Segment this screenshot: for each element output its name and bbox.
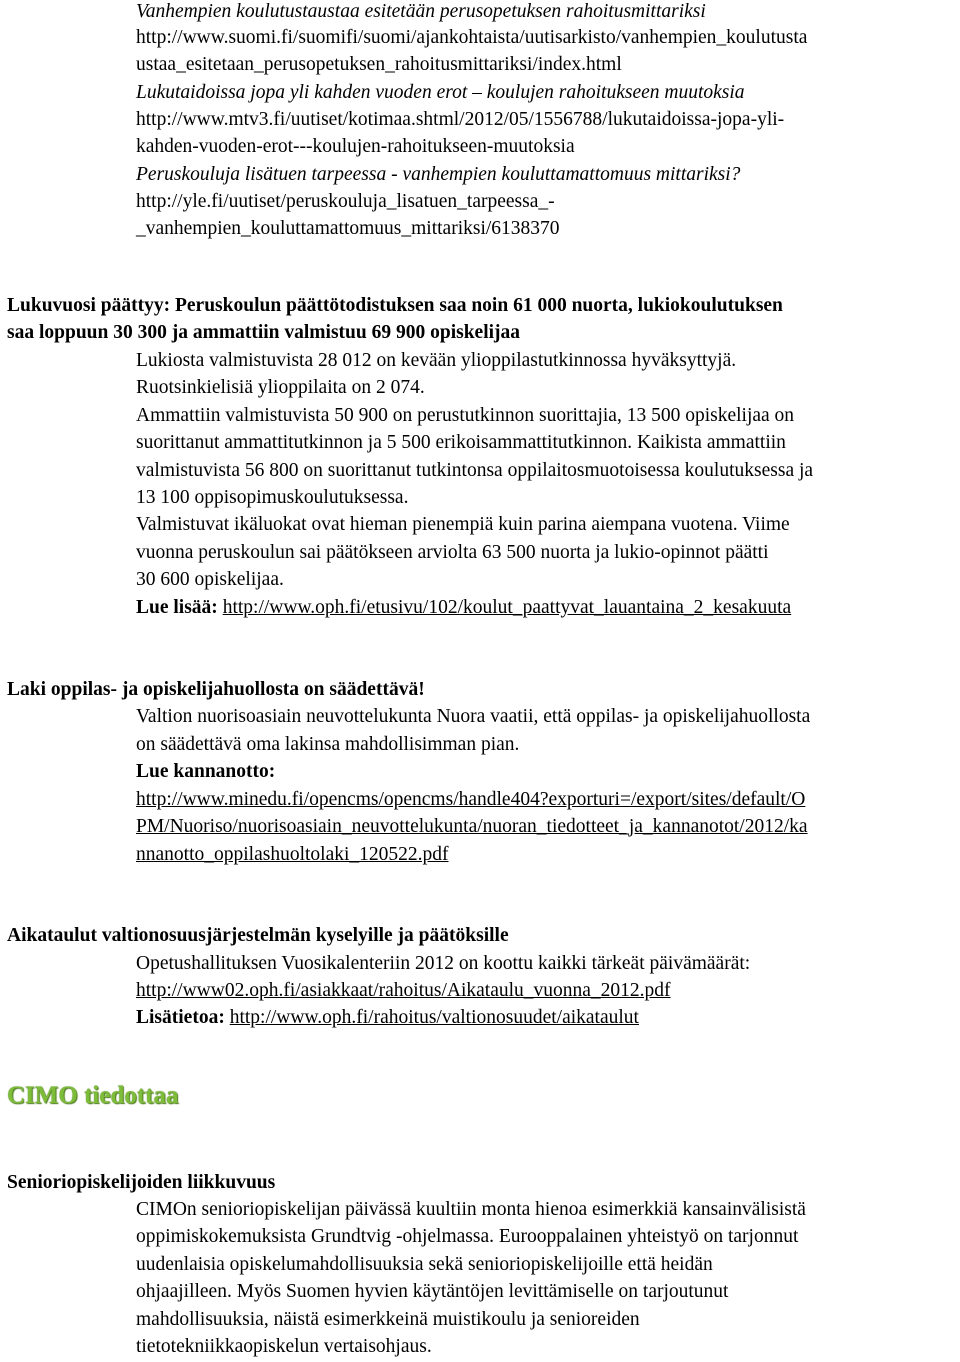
read-more-row [136,594,791,621]
section-heading-school-year-cont: saa loppuun 30 300 ja ammattiin valmistuu 69 900 opiskelijaa [7,322,521,343]
article-link-1a[interactable]: http://www.suomi.fi/suomifi/suomi/ajankohtaista/uutisarkisto/vanhempien_koulutusta [136,27,808,48]
read-more-label: Lue lisää: [136,597,218,618]
more-info-link[interactable]: http://www.oph.fi/rahoitus/valtionosuudet/aikataulut [229,1007,639,1028]
statement-link-3[interactable]: nnanotto_oppilashuoltolaki_120522.pdf [136,844,449,865]
paragraph-line: vuonna peruskoulun sai päätökseen arviolta 63 500 nuorta ja lukio-opinnot päätti [136,542,769,563]
paragraph-line: Ruotsinkielisiä ylioppilaita on 2 074. [136,377,425,398]
paragraph-line: tietotekniikkaopiskelun vertaisohjaus. [136,1336,432,1357]
section-heading-schedules: Aikataulut valtionosuusjärjestelmän kyselyille ja päätöksille [7,925,509,946]
paragraph-line: Valtion nuorisoasiain neuvottelukunta Nuora vaatii, että oppilas- ja opiskelijahuollosta [136,706,811,727]
article-title-3: Peruskouluja lisätuen tarpeessa - vanhempien kouluttamattomuus mittariksi? [136,164,741,185]
schedule-pdf-link[interactable]: http://www02.oph.fi/asiakkaat/rahoitus/Aikataulu_vuonna_2012.pdf [136,980,671,1001]
more-info-row [136,1004,639,1031]
paragraph-line: CIMOn senioriopiskelijan päivässä kuultiin monta hienoa esimerkkiä kansainvälisistä [136,1199,806,1220]
paragraph-line: Lukiosta valmistuvista 28 012 on kevään ylioppilastutkinnossa hyväksyttyjä. [136,350,737,371]
more-info-label: Lisätietoa: [136,1007,225,1028]
paragraph-line: 13 100 oppisopimuskoulutuksessa. [136,487,409,508]
paragraph-line: 30 600 opiskelijaa. [136,569,284,590]
paragraph-line: uudenlaisia opiskelumahdollisuuksia sekä senioriopiskelijoille että heidän [136,1254,713,1275]
article-title-1: Vanhempien koulutustaustaa esitetään perusopetuksen rahoitusmittariksi [136,1,706,22]
article-link-2b[interactable]: kahden-vuoden-erot---koulujen-rahoitukseen-muutoksia [136,136,575,157]
article-link-1b[interactable]: ustaa_esitetaan_perusopetuksen_rahoitusmittariksi/index.html [136,54,622,75]
paragraph-line: Ammattiin valmistuvista 50 900 on perustutkinnon suorittajia, 13 500 opiskelijaa on [136,405,795,426]
paragraph-line: valmistuvista 56 800 on suorittanut tutkintonsa oppilaitosmuotoisessa koulutuksessa ja [136,460,814,481]
statement-label: Lue kannanotto: [136,761,276,782]
paragraph-line: ohjaajilleen. Myös Suomen hyvien käytäntöjen levittämiselle on tarjoutunut [136,1281,729,1302]
article-title-2: Lukutaidoissa jopa yli kahden vuoden erot – koulujen rahoitukseen muutoksia [136,82,745,103]
article-link-2a[interactable]: http://www.mtv3.fi/uutiset/kotimaa.shtml/2012/05/1556788/lukutaidoissa-jopa-yli- [136,109,785,130]
paragraph-line: suorittanut ammattitutkinnon ja 5 500 erikoisammattitutkinnon. Kaikista ammattiin [136,432,786,453]
paragraph-line: on säädettävä oma lakinsa mahdollisimman pian. [136,734,520,755]
statement-link-2[interactable]: PM/Nuoriso/nuorisoasiain_neuvottelukunta/nuoran_tiedotteet_ja_kannanotot/2012/ka [136,816,808,837]
article-link-3a[interactable]: http://yle.fi/uutiset/peruskouluja_lisatuen_tarpeessa_- [136,191,555,212]
article-link-3b[interactable]: _vanhempien_kouluttamattomuus_mittariksi/6138370 [136,218,560,239]
section-heading-school-year: Lukuvuosi päättyy: Peruskoulun päättötodistuksen saa noin 61 000 nuorta, lukiokoulutuksen [7,295,783,316]
paragraph-line: oppimiskokemuksista Grundtvig -ohjelmassa. Eurooppalainen yhteistyö on tarjonnut [136,1226,799,1247]
read-more-link[interactable]: http://www.oph.fi/etusivu/102/koulut_paattyvat_lauantaina_2_kesakuuta [222,597,792,618]
paragraph-line: Opetushallituksen Vuosikalenteriin 2012 on koottu kaikki tärkeät päivämäärät: [136,953,751,974]
section-heading-student-welfare: Laki oppilas- ja opiskelijahuollosta on säädettävä! [7,679,425,700]
statement-link-1[interactable]: http://www.minedu.fi/opencms/opencms/handle404?exporturi=/export/sites/default/O [136,789,806,810]
cimo-section-title: CIMO tiedottaa [7,1082,179,1109]
section-heading-senior-mobility: Seniori​opiskelijoiden liikkuvuus [7,1172,276,1193]
paragraph-line: Valmistuvat ikäluokat ovat hieman pienempiä kuin parina aiempana vuotena. Viime [136,514,790,535]
paragraph-line: mahdollisuuksia, näistä esimerkkeinä muistikoulu ja senioreiden [136,1309,640,1330]
